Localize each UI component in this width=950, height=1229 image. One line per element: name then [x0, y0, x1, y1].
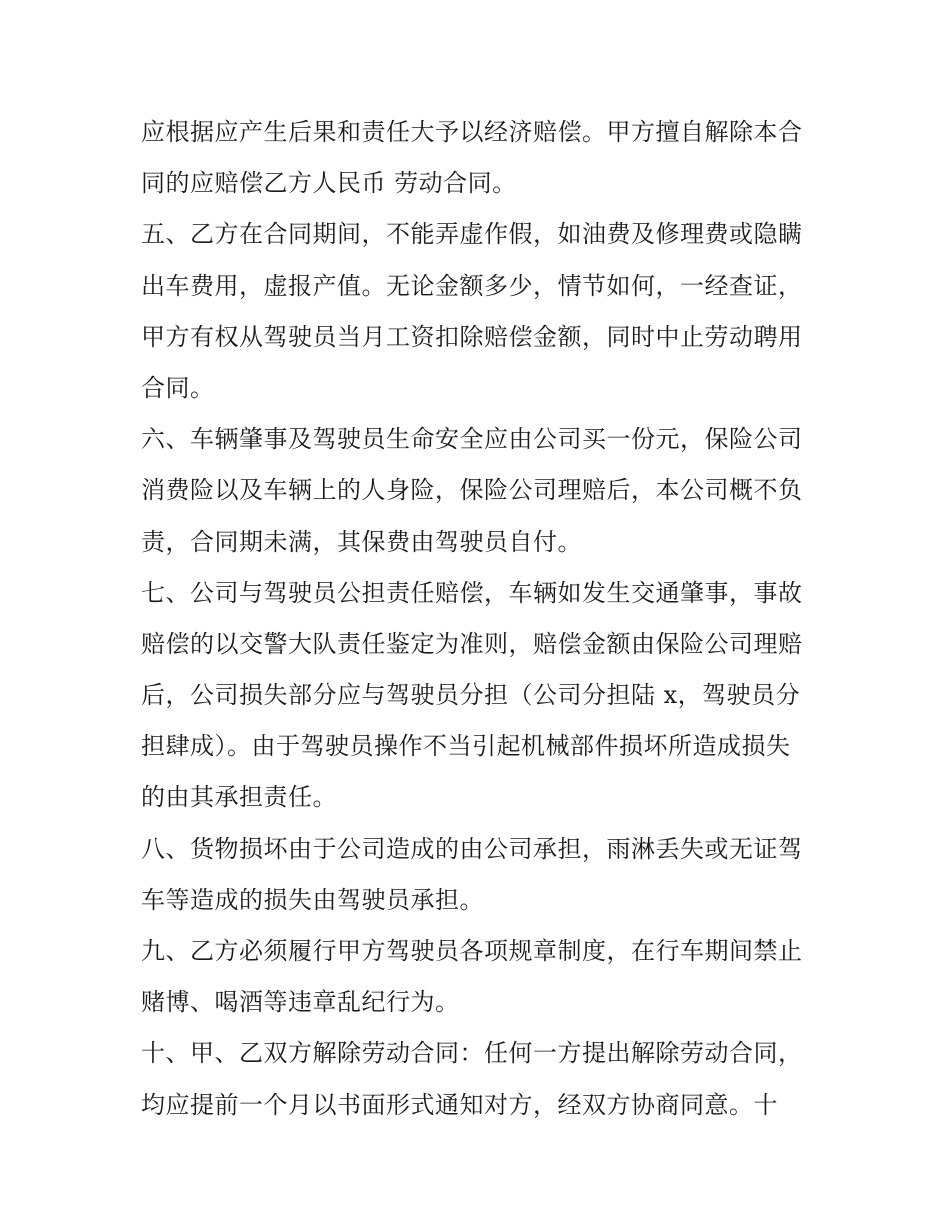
text-line: 后，公司损失部分应与驾驶员分担（公司分担陆 x，驾驶员分 [141, 681, 801, 710]
text-line: 八、货物损坏由于公司造成的由公司承担，雨淋丢失或无证驾 [141, 834, 803, 863]
text-line: 责，合同期未满，其保费由驾驶员自付。 [141, 527, 582, 556]
text-line: 五、乙方在合同期间，不能弄虚作假，如油费及修理费或隐瞒 [141, 220, 803, 249]
text-line: 消费险以及车辆上的人身险，保险公司理赔后，本公司概不负 [141, 476, 803, 505]
text-line: 出车费用，虚报产值。无论金额多少，情节如何，一经查证， [141, 271, 803, 300]
text-line: 赔偿的以交警大队责任鉴定为准则，赔偿金额由保险公司理赔 [141, 629, 803, 658]
text-line: 均应提前一个月以书面形式通知对方，经双方协商同意。十 [141, 1090, 778, 1119]
text-line: 甲方有权从驾驶员当月工资扣除赔偿金额，同时中止劳动聘用 [141, 322, 803, 351]
text-line: 赌博、喝酒等违章乱纪行为。 [141, 988, 460, 1017]
text-line: 六、车辆肇事及驾驶员生命安全应由公司买一份元，保险公司 [141, 425, 803, 454]
text-line: 九、乙方必须履行甲方驾驶员各项规章制度，在行车期间禁止 [141, 937, 803, 965]
text-line: 七、公司与驾驶员公担责任赔偿，车辆如发生交通肇事，事故 [141, 578, 803, 607]
text-line: 同的应赔偿乙方人民币 劳动合同。 [141, 169, 517, 198]
text-line: 的由其承担责任。 [141, 783, 337, 812]
text-line: 担肆成）。由于驾驶员操作不当引起机械部件损坏所造成损失 [141, 732, 791, 761]
text-line: 车等造成的损失由驾驶员承担。 [141, 885, 484, 914]
text-line: 合同。 [141, 373, 215, 402]
text-line: 应根据应产生后果和责任大予以经济赔偿。甲方擅自解除本合 [141, 118, 803, 146]
contract-text-body [141, 112, 821, 1136]
text-line: 十、甲、乙双方解除劳动合同：任何一方提出解除劳动合同， [141, 1039, 803, 1068]
